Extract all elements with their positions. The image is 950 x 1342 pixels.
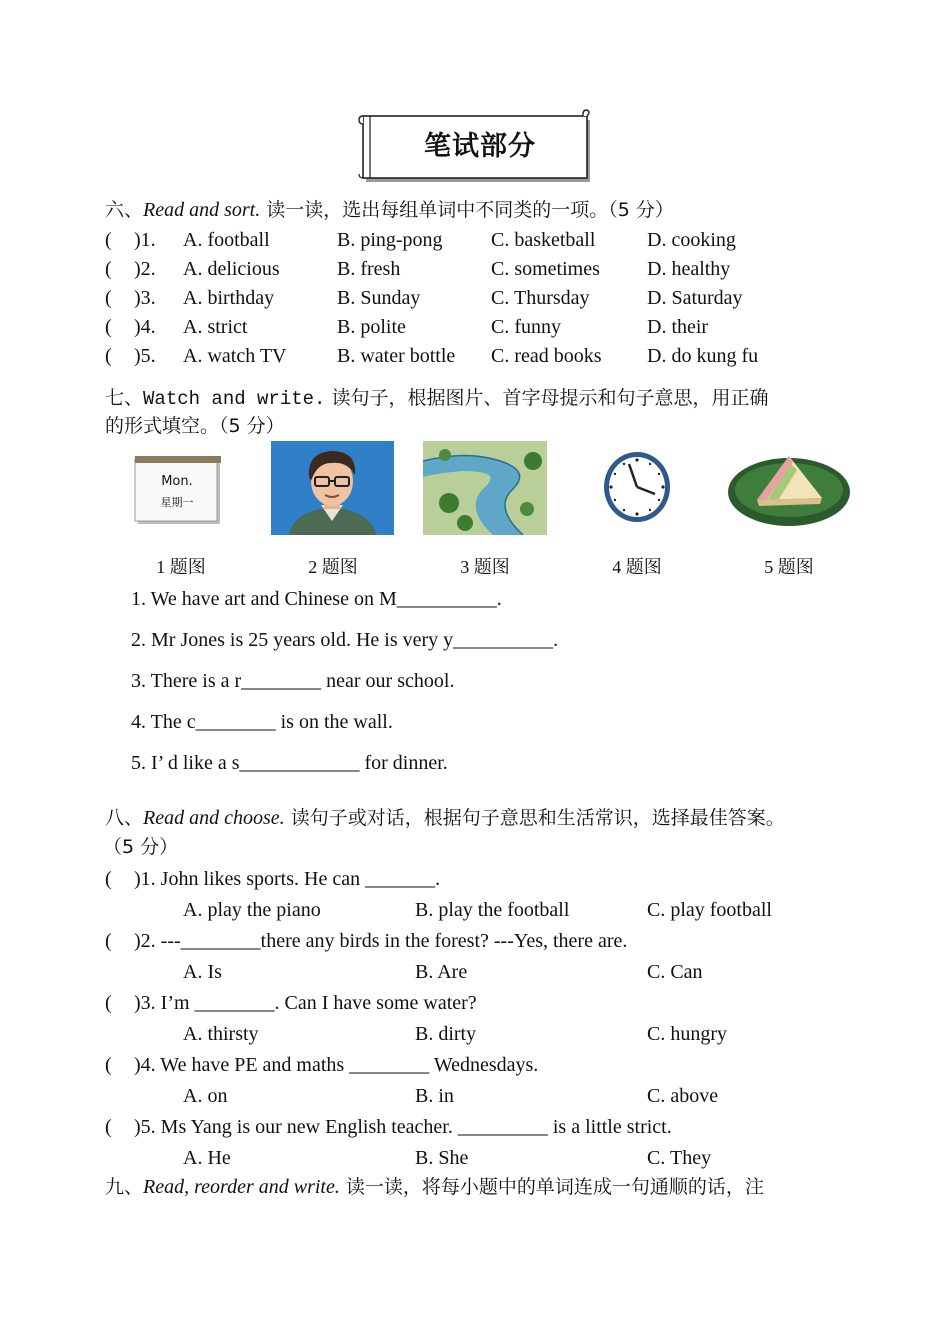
- option-a: A. football: [183, 229, 270, 251]
- sandwich-picture: [727, 452, 851, 528]
- section7-en: Watch and write.: [143, 388, 326, 410]
- picture-caption: 3 题图: [460, 557, 510, 577]
- banner-title: 笔试部分: [424, 130, 536, 162]
- option-b: B. dirty: [415, 1023, 477, 1045]
- option-a: A. birthday: [183, 287, 275, 309]
- option-b: B. in: [415, 1085, 454, 1107]
- section-banner: [358, 108, 594, 184]
- item-number: )1.: [134, 229, 156, 251]
- section8-options: [0, 1020, 950, 1049]
- option-a: A. delicious: [183, 258, 280, 280]
- section8-question: [0, 865, 950, 894]
- option-b: B. Sunday: [337, 287, 421, 309]
- section8-question: [0, 1113, 950, 1142]
- picture-caption: 4 题图: [612, 557, 662, 577]
- answer-paren: (: [105, 316, 112, 338]
- option-b: B. She: [415, 1147, 469, 1169]
- option-c: C. Thursday: [491, 287, 590, 309]
- question-stem: )4. We have PE and maths ________ Wednesdays.: [134, 1054, 539, 1076]
- option-a: A. on: [183, 1085, 228, 1107]
- sandwich-icon: [727, 452, 851, 528]
- item-number: )4.: [134, 316, 156, 338]
- item-number: )3.: [134, 287, 156, 309]
- option-d: D. their: [647, 316, 709, 338]
- option-a: A. watch TV: [183, 345, 287, 367]
- section9-en: Read, reorder and write.: [143, 1176, 340, 1198]
- section8-options: [0, 958, 950, 987]
- fill-in-sentence: 3. There is a r________ near our school.: [131, 670, 455, 692]
- young-man-icon: [271, 441, 394, 535]
- section8-options: [0, 896, 950, 925]
- section7-heading: [105, 384, 769, 413]
- section8-options: [0, 1082, 950, 1111]
- section9-heading: [105, 1173, 764, 1201]
- calendar-picture: [134, 454, 222, 526]
- section9-cn: 读一读，将每小题中的单词连成一句通顺的话，注: [339, 1176, 764, 1198]
- answer-paren: (: [105, 930, 112, 952]
- answer-paren: (: [105, 287, 112, 309]
- clock-picture: [601, 450, 673, 524]
- fill-in-sentence: 2. Mr Jones is 25 years old. He is very y__________.: [131, 629, 559, 651]
- section6-item: [0, 255, 950, 284]
- fill-in-sentence: 5. I’ d like a s____________ for dinner.: [131, 752, 448, 774]
- section6-item: [0, 226, 950, 255]
- section7-num: 七、: [105, 387, 144, 409]
- section8-cn2: （5 分）: [103, 836, 179, 858]
- clock-icon: [601, 450, 673, 524]
- section6-item: [0, 284, 950, 313]
- option-d: D. cooking: [647, 229, 736, 251]
- section7-cn1: 读句子，根据图片、首字母提示和句子意思，用正确: [325, 387, 769, 409]
- option-c: C. read books: [491, 345, 602, 367]
- option-d: D. Saturday: [647, 287, 743, 309]
- option-b: B. water bottle: [337, 345, 456, 367]
- option-b: B. fresh: [337, 258, 401, 280]
- option-b: B. ping-pong: [337, 229, 443, 251]
- item-number: )5.: [134, 345, 156, 367]
- section7-cn2: 的形式填空。（5 分）: [105, 415, 285, 437]
- section8-cn1: 读句子或对话，根据句子意思和生活常识，选择最佳答案。: [284, 807, 785, 829]
- young-man-picture: [271, 441, 394, 535]
- question-stem: )2. ---________there any birds in the forest? ---Yes, there are.: [134, 930, 628, 952]
- picture-caption: 1 题图: [156, 557, 206, 577]
- answer-paren: (: [105, 1116, 112, 1138]
- river-icon: [423, 441, 547, 535]
- section6-cn: 读一读，选出每组单词中不同类的一项。（5 分）: [260, 199, 674, 221]
- item-number: )2.: [134, 258, 156, 280]
- option-c: C. sometimes: [491, 258, 600, 280]
- section9-num: 九、: [105, 1176, 144, 1198]
- river-picture: [423, 441, 547, 535]
- option-c: C. hungry: [647, 1023, 727, 1045]
- fill-in-sentence: 1. We have art and Chinese on M__________.: [131, 588, 502, 610]
- fill-in-sentence: 4. The c________ is on the wall.: [131, 711, 393, 733]
- question-stem: )5. Ms Yang is our new English teacher. _________ is a little strict.: [134, 1116, 672, 1138]
- picture-caption: 2 题图: [308, 557, 358, 577]
- option-b: B. Are: [415, 961, 468, 983]
- section6-item: [0, 342, 950, 371]
- option-a: A. play the piano: [183, 899, 321, 921]
- section8-question: [0, 1051, 950, 1080]
- section8-num: 八、: [105, 807, 144, 829]
- section8-heading: [105, 804, 785, 832]
- option-b: B. play the football: [415, 899, 570, 921]
- option-b: B. polite: [337, 316, 406, 338]
- section6-heading: [105, 196, 674, 224]
- section6-num: 六、: [105, 199, 144, 221]
- calendar-day: Mon.: [161, 474, 193, 489]
- section6-item: [0, 313, 950, 342]
- section8-question: [0, 927, 950, 956]
- question-stem: )3. I’m ________. Can I have some water?: [134, 992, 477, 1014]
- option-c: C. They: [647, 1147, 712, 1169]
- calendar-day-cn: 星期一: [160, 496, 194, 509]
- option-a: A. strict: [183, 316, 248, 338]
- option-c: C. play football: [647, 899, 772, 921]
- option-c: C. above: [647, 1085, 719, 1107]
- option-d: D. healthy: [647, 258, 731, 280]
- section8-en: Read and choose.: [143, 807, 285, 829]
- option-a: A. He: [183, 1147, 231, 1169]
- answer-paren: (: [105, 229, 112, 251]
- answer-paren: (: [105, 345, 112, 367]
- section8-options: [0, 1144, 950, 1173]
- section8-heading-line2: [103, 833, 178, 861]
- option-a: A. Is: [183, 961, 222, 983]
- answer-paren: (: [105, 868, 112, 890]
- option-d: D. do kung fu: [647, 345, 759, 367]
- answer-paren: (: [105, 258, 112, 280]
- option-c: C. basketball: [491, 229, 596, 251]
- calendar-icon: [134, 454, 222, 526]
- option-a: A. thirsty: [183, 1023, 259, 1045]
- picture-caption: 5 题图: [764, 557, 814, 577]
- option-c: C. Can: [647, 961, 703, 983]
- answer-paren: (: [105, 1054, 112, 1076]
- section8-question: [0, 989, 950, 1018]
- question-stem: )1. John likes sports. He can _______.: [134, 868, 441, 890]
- option-c: C. funny: [491, 316, 561, 338]
- section7-heading-line2: [105, 412, 285, 440]
- answer-paren: (: [105, 992, 112, 1014]
- section6-en: Read and sort.: [143, 199, 261, 221]
